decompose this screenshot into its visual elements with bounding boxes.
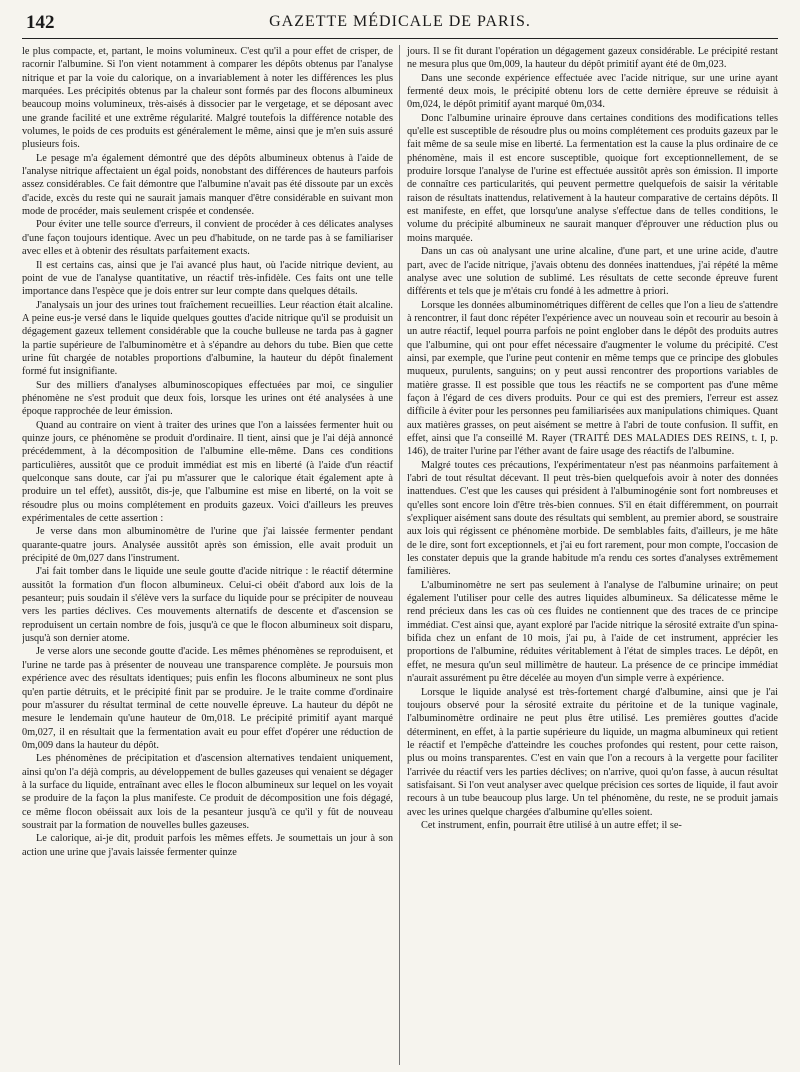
paragraph: Je verse dans mon albuminomètre de l'urine que j'ai laissée fermenter pendant quarante-quatre jours. Analysée aussitôt après son émission, elle avait produit un précipité de 0m,027 dans l'instrument. bbox=[22, 526, 393, 565]
paragraph: Lorsque les données albuminométriques diffèrent de celles que l'on a lieu de s'attendre à rencontrer, il faut donc répéter l'expérience avec un nouveau soin et recourir au besoin à un autre réactif, lequel pourra parfois ne point englober dans le dépôt des produits autres que l'albumine, qui ont pour effet nécessaire d'augmenter le volume du précipité. C'est ainsi, par exemple, que l'urine peut contenir en même temps que ce principe des globules muqueux, purulents, sanguins; on y peut aussi rencontrer des proportions variables de matière grasse. Il est possible que tous les réactifs ne se comportent pas d'une même façon à l'égard de ces divers produits. Pour ce qui est des premiers, l'erreur est assez difficile à éviter pour les personnes peu familiarisées aux manipulations chimiques. Quant aux matières grasses, on peut aisément se mettre à l'abri de toute confusion. Il suffit, en effet, ainsi que l'a conseillé M. Rayer (TRAITÉ DES MALADIES DES REINS, t. I, p. 146), de traiter l'urine par l'éther avant de faire usage des réactifs de l'albumine. bbox=[407, 299, 778, 458]
paragraph: jours. Il se fit durant l'opération un dégagement gazeux considérable. Le précipité restant ne mesura plus que 0m,009, la hauteur du dépôt primitif ayant été de 0m,023. bbox=[407, 46, 778, 71]
paragraph: Cet instrument, enfin, pourrait être utilisé à un autre effet; il se- bbox=[421, 819, 682, 831]
right-column bbox=[399, 45, 778, 1065]
journal-title: GAZETTE MÉDICALE DE PARIS. bbox=[269, 13, 531, 30]
page-number: 142 bbox=[26, 12, 55, 33]
paragraph: Je verse alors une seconde goutte d'acide. Les mêmes phénomènes se reproduisent, et l'urine ne tarde pas à présenter de nouveau une transparence complète. Je poursuis mon expérience avec des résultats identiques; puis enfin les flocons albumineux ne sont plus qu'en partie détruits, et le précipité finit par se produire. Je le traite comme d'ordinaire pour m'assurer du résultat terminal de cette nouvelle épreuve. La hauteur du dépôt ne mesure le lendemain qu'une hauteur de 0m,018. Le précipité primitif ayant marqué 0m,027, il en résultait que la fermentation avait eu pour effet d'opérer une réduction de 0m,009 dans la hauteur du dépôt. bbox=[22, 646, 393, 751]
paragraph: Malgré toutes ces précautions, l'expérimentateur n'est pas néanmoins parfaitement à l'abri de tout résultat décevant. Il peut très-bien quelquefois avoir à noter des données inattendues. C'est que les causes qui président à l'albuminogénie sont fort nombreuses et qu'elles sont encore loin d'être très-bien connues. S'il en était différemment, on pourrait s'expliquer aisément sans doute des résultats qui semblent, au premier abord, se soustraire aux lois qui régissent ce phénomène morbide. De semblables faits, d'ailleurs, je me hâte de le dire, sont fort exceptionnels, et j'ai eu fort rarement, pour mon compte, l'occasion de les constater depuis que la grande habitude m'a rendu ces sortes d'analyses extrêmement familières. bbox=[407, 459, 778, 578]
left-column bbox=[22, 45, 395, 1065]
paragraph: Quand au contraire on vient à traiter des urines que l'on a laissées fermenter huit ou quinze jours, ce phénomène se produit d'ordinaire. Il tient, ainsi que je l'ai déjà annoncé précédemment, à la décomposition de l'albumine elle-même. Dans ces conditions particulières, aussitôt que ce produit immédiat est mis en liberté (à l'aide d'un réactif quelconque sans doute, car j'ai pu m'assurer que le calorique était également apte à produire un tel effet), aussitôt, dis-je, que l'albumine est mise en liberté, on la voit se résoudre plus ou moins complétement en produits gazeux. Voici d'ailleurs les preuves expérimentales de cette assertion : bbox=[22, 419, 393, 525]
paragraph: Le pesage m'a également démontré que des dépôts albumineux obtenus à l'aide de l'analyse nitrique affectaient un égal poids, nonobstant des différences de hauteurs parfois assez considérables. Ce fait démontre que l'albumine n'avait pas été dissoute par un excès d'acide, excès du reste qui ne saurait jamais manquer d'être considérable en suivant mon mode de procéder, mais seulement crispée et condensée. bbox=[22, 152, 393, 218]
paragraph: Dans un cas où analysant une urine alcaline, d'une part, et une urine acide, d'autre part, avec de l'acide nitrique, j'avais obtenu des données inattendues, j'ai répété la même analyse avec une solution de sublimé. Les résultats de cette seconde épreuve furent différents et tels que je m'étais cru fondé à les admettre à priori. bbox=[407, 246, 778, 298]
paragraph: Pour éviter une telle source d'erreurs, il convient de procéder à ces délicates analyses d'une façon toujours identique. Avec un peu d'habitude, on ne tarde pas à se familiariser avec elles et à obtenir des résultats parfaitement exacts. bbox=[22, 219, 393, 258]
paragraph: J'analysais un jour des urines tout fraîchement recueillies. Leur réaction était alcaline. A peine eus-je versé dans le liquide quelques gouttes d'acide nitrique qu'il se produisit un dégagement gazeux tellement considérable que la couche bulleuse ne tarda pas à gagner la partie supérieure de l'albuminomètre et à s'épandre au dehors du tube. Bien que cette urine fût chargée de notables proportions d'albumine, la hauteur du dépôt finalement formé fut insignifiante. bbox=[22, 299, 393, 378]
paragraph: Les phénomènes de précipitation et d'ascension alternatives tendaient uniquement, ainsi qu'on l'a déjà compris, au développement de bulles gazeuses qui venaient se dégager à la surface du liquide, entraînant avec elles le flocon albumineux sur lequel on les voyait se produire de la façon la plus manifeste. Ce produit de décomposition une fois dégagé, ce même flocon obéissait aux lois de la pesanteur jusqu'à ce qu'il y fût de nouveau soustrait par la formation de nouvelles bulles gazeuses. bbox=[22, 753, 393, 831]
paragraph: Le calorique, ai-je dit, produit parfois les mêmes effets. Je soumettais un jour à son action une urine que j'avais laissée fermenter quinze bbox=[22, 833, 393, 858]
page-header bbox=[22, 8, 778, 39]
text-columns bbox=[22, 45, 778, 1065]
paragraph: J'ai fait tomber dans le liquide une seule goutte d'acide nitrique : le réactif détermine aussitôt la formation d'un flocon albumineux. Celui-ci obéit d'abord aux lois de la pesanteur; puis soudain il s'élève vers la surface du liquide pour se précipiter de nouveau vers les parties déclives. Ces mouvements alternatifs de descente et d'ascension se reproduisent un certain nombre de fois, jusqu'à ce que le flocon albumineux soit disparu, jusqu'à son dernier atome. bbox=[22, 566, 393, 645]
paragraph: Dans une seconde expérience effectuée avec l'acide nitrique, sur une urine ayant fermenté deux mois, le précipité obtenu lors de cette dernière épreuve se réduisit à 0m,024, le dépôt primitif ayant marqué 0m,034. bbox=[407, 72, 778, 111]
paragraph: L'albuminomètre ne sert pas seulement à l'analyse de l'albumine urinaire; on peut également l'utiliser pour celle des autres liquides albumineux. Sa délicatesse même le rend précieux dans les cas où ces fluides ne contiennent que des traces de ce principe immédiat. C'est ainsi que, ayant exploré par l'acide nitrique la sérosité extraite d'un spina-bifida chez un enfant de 10 mois, j'ai pu, à l'aide de cet instrument, apprécier les proportions de l'albumine, réduites véritablement à l'état de simples traces. Le dépôt, en effet, ne mesura qu'un seul millimètre de hauteur. La présence de ce principe immédiat n'aurait assurément pu être décelée au moyen d'un simple verre à expérience. bbox=[407, 579, 778, 685]
paragraph: Il est certains cas, ainsi que je l'ai avancé plus haut, où l'acide nitrique devient, au point de vue de l'analyse quantitative, un réactif très-infidèle. Ces faits ont une telle importance dans l'espèce que je dois entrer sur leur compte dans quelques détails. bbox=[22, 259, 393, 298]
paragraph: Lorsque le liquide analysé est très-fortement chargé d'albumine, ainsi que je l'ai toujours observé pour la sérosité extraite du péritoine et de la tunique vaginale, l'albuminomètre ordinaire ne peut plus être utilisé. Les premières gouttes d'acide déterminent, en effet, à la partie supérieure du liquide, un magma albumineux qui retient le réactif et l'empêche d'atteindre les couches profondes qui restent, pour cette raison, plus ou moins transparentes. C'est en vain que l'on a recours à la vergette pour faciliter l'arrivée du réactif vers les parties déclives; on n'arrive, quoi qu'on fasse, à aucun résultat satisfaisant. Si l'on veut analyser avec quelque précision ces sortes de liquide, il faut avoir recours à un tube beaucoup plus large. Un tel phénomène, du reste, ne se produit jamais avec les urines quelque chargées d'albumine qu'elles soient. bbox=[407, 686, 778, 818]
paragraph: Donc l'albumine urinaire éprouve dans certaines conditions des modifications telles qu'elle est susceptible de résoudre plus ou moins complétement ces produits gazeux par le fait même de sa seule mise en liberté. La fermentation est la cause la plus ordinaire de ce phénomène, mais il est encore susceptible, quoique fort exceptionnellement, de se produire lorsque l'analyse de l'urine est effectuée aussitôt après son émission. Il importe de connaître ces particularités, qui peuvent permettre quelquefois de saisir la véritable raison de résultats inattendus, relativement à la hauteur comparative de certains dépôts. Il est manifeste, en effet, que lorsqu'une analyse s'effectue dans de telles conditions, le volume du précipité albumineux ne saurait manquer d'éprouver une réduction plus ou moins marquée. bbox=[407, 112, 778, 244]
paragraph: le plus compacte, et, partant, le moins volumineux. C'est qu'il a pour effet de crisper, de racornir l'albumine. Si l'on vient notamment à comparer les dépôts obtenus par l'analyse nitrique et par la voie du calorique, on a invariablement à noter les différences les plus marquées. Les précipités obtenus par la chaleur sont formés par des flocons albumineux beaucoup moins volumineux, très-aisés à dissocier par le vergetage, et se déposant avec une grande facilité et une extrême régularité. Malgré toutefois la différence notable des volumes, le poids de ces produits est généralement le même, ainsi que je m'en suis assuré plusieurs fois. bbox=[22, 46, 393, 151]
paragraph: Sur des milliers d'analyses albuminoscopiques effectuées par moi, ce singulier phénomène ne s'est produit que deux fois, lorsque les urines ont été analysées à une époque rapprochée de leur émission. bbox=[22, 379, 393, 418]
